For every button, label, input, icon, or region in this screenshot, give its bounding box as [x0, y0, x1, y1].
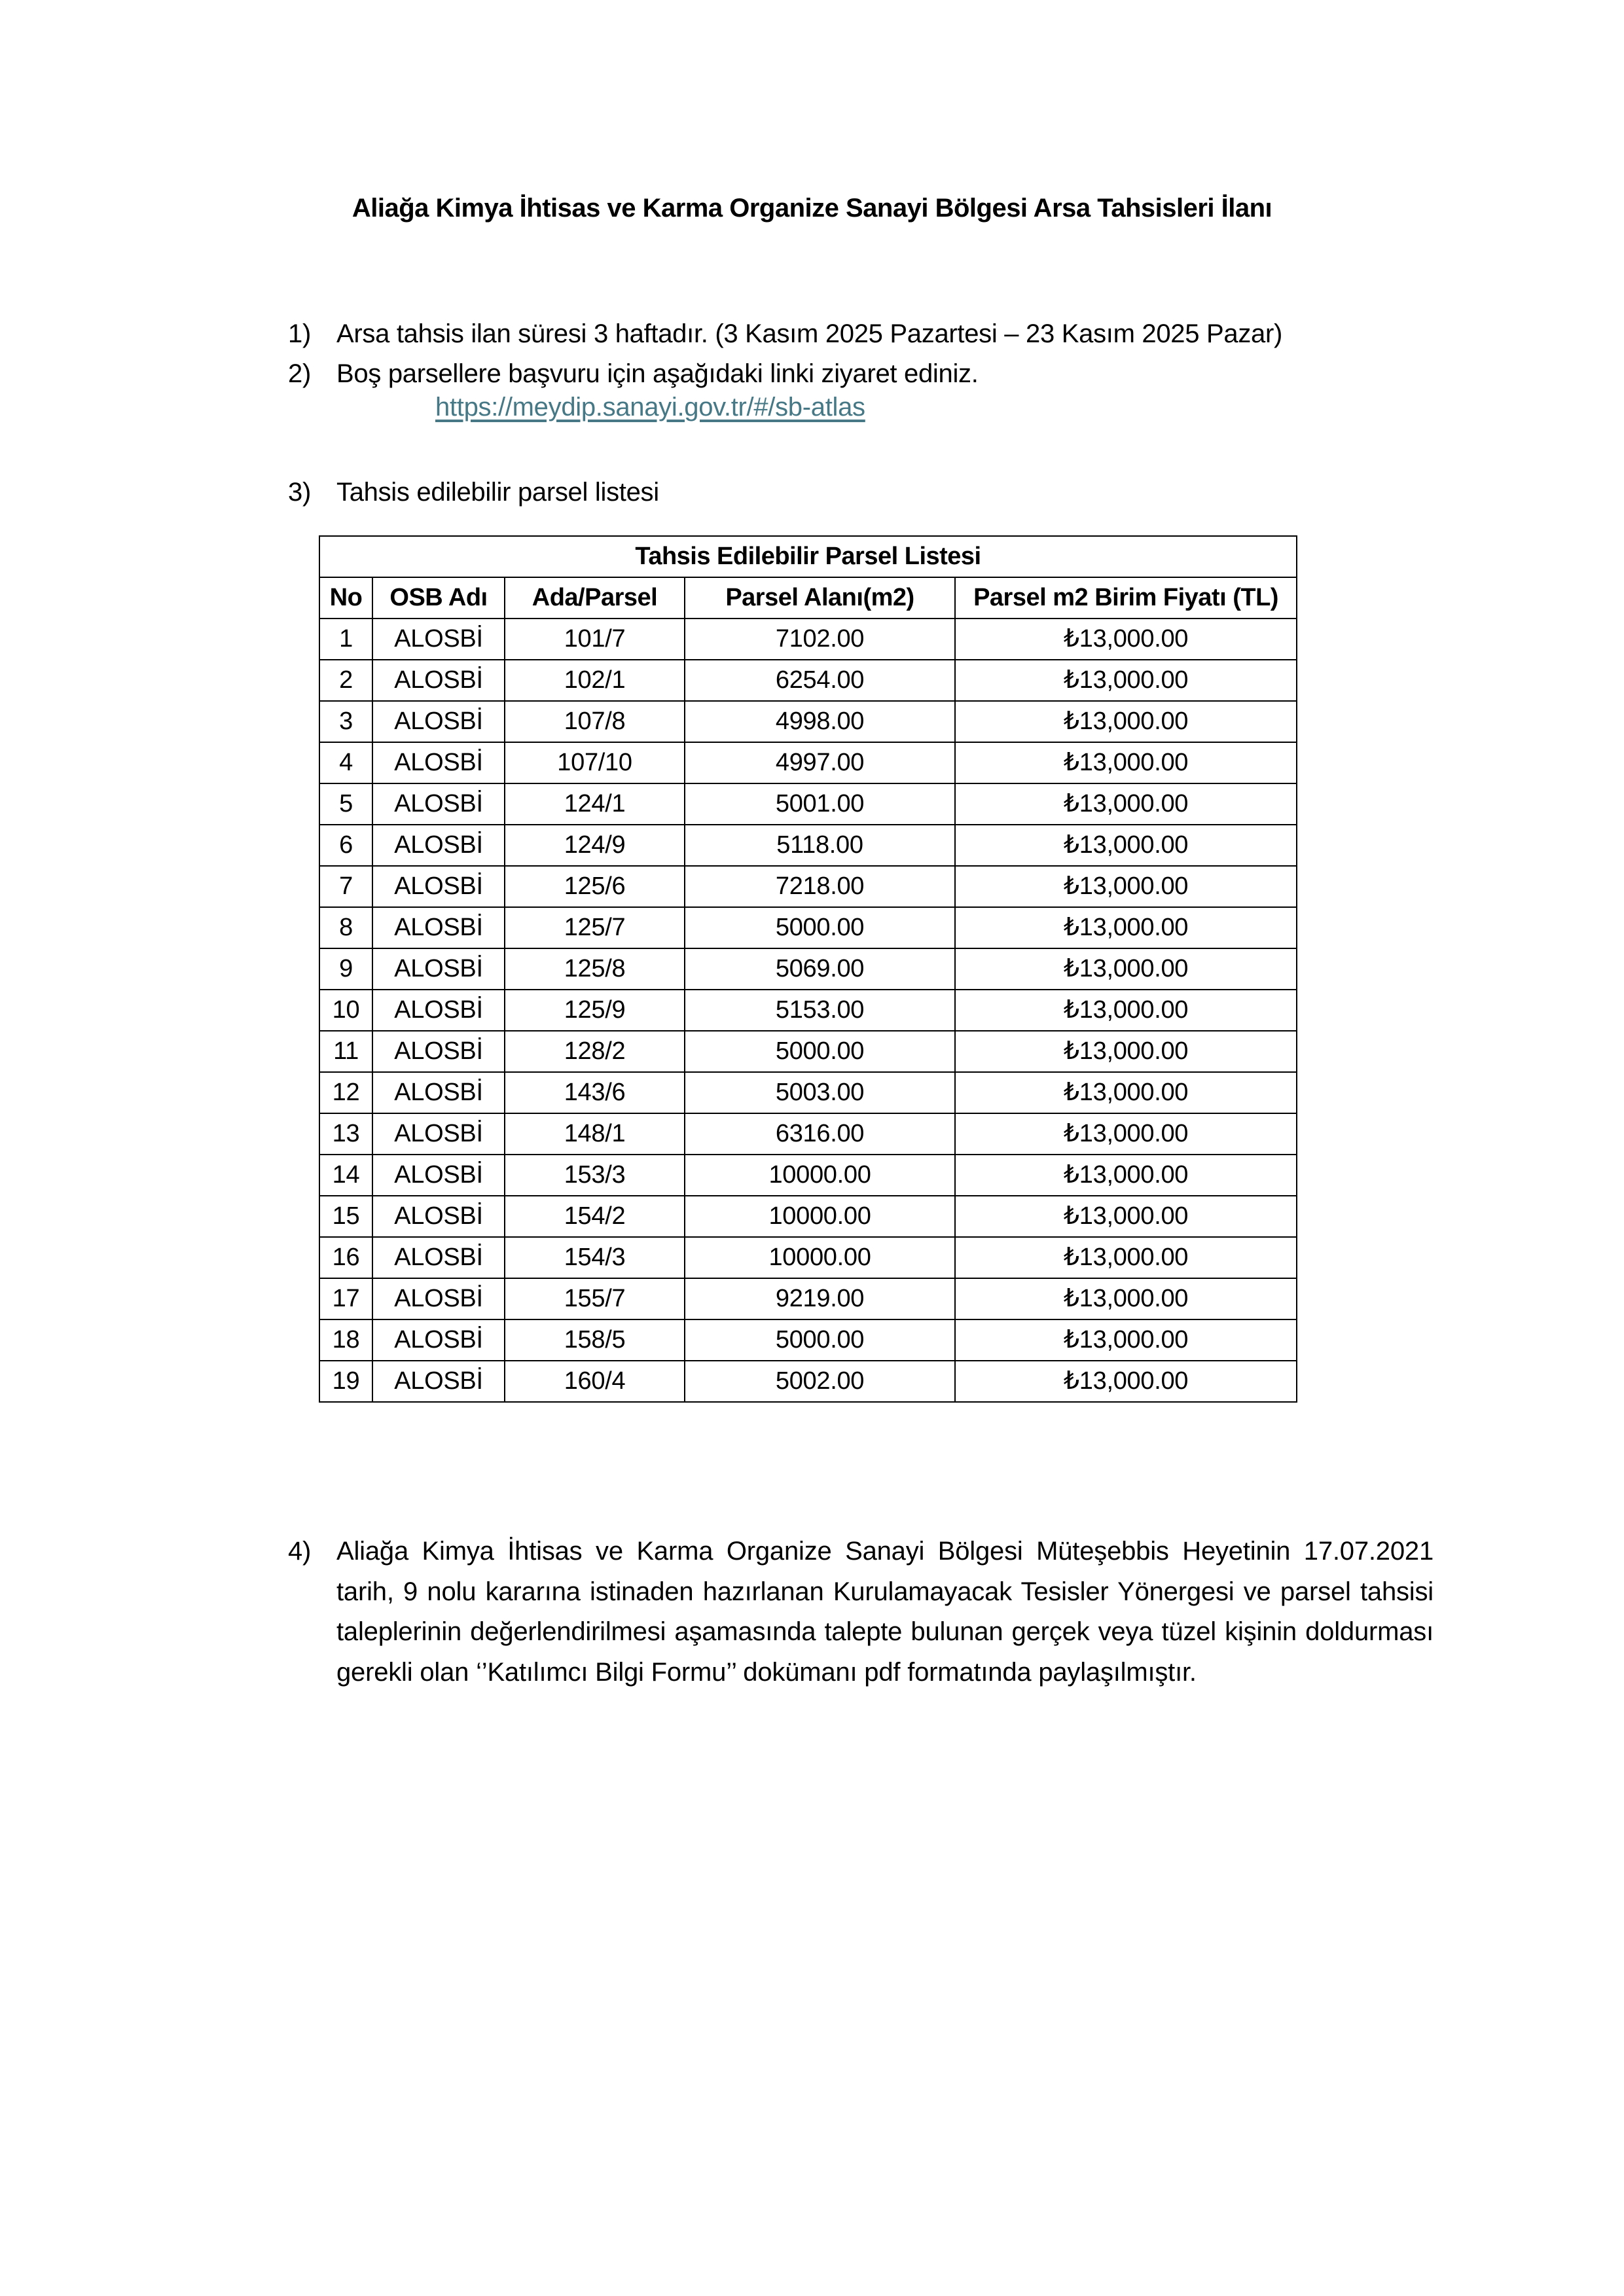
meydip-atlas-link[interactable]: https://meydip.sanayi.gov.tr/#/sb-atlas: [435, 393, 865, 422]
table-row: [319, 783, 1297, 825]
cell-no: 19: [319, 1361, 372, 1402]
cell-no: 12: [319, 1072, 372, 1113]
cell-no: 13: [319, 1113, 372, 1155]
cell-area: 9219.00: [685, 1278, 955, 1319]
cell-unit-price: ₺13,000.00: [955, 1319, 1297, 1361]
table-row: [319, 1155, 1297, 1196]
cell-no: 1: [319, 619, 372, 660]
cell-ada-parsel: 125/8: [505, 948, 685, 990]
list-number: 3): [288, 478, 311, 507]
table-row: [319, 701, 1297, 742]
cell-no: 14: [319, 1155, 372, 1196]
cell-no: 9: [319, 948, 372, 990]
list-item-3: [288, 473, 1401, 512]
list-item-2: [288, 354, 1401, 393]
cell-ada-parsel: 155/7: [505, 1278, 685, 1319]
cell-area: 10000.00: [685, 1196, 955, 1237]
cell-ada-parsel: 124/1: [505, 783, 685, 825]
cell-ada-parsel: 124/9: [505, 825, 685, 866]
table-row: [319, 619, 1297, 660]
column-header-unit-price: Parsel m2 Birim Fiyatı (TL): [955, 577, 1297, 619]
cell-ada-parsel: 128/2: [505, 1031, 685, 1072]
cell-ada-parsel: 107/8: [505, 701, 685, 742]
cell-no: 7: [319, 866, 372, 907]
cell-unit-price: ₺13,000.00: [955, 1072, 1297, 1113]
cell-area: 10000.00: [685, 1155, 955, 1196]
cell-no: 6: [319, 825, 372, 866]
table-row: [319, 825, 1297, 866]
column-header-area: Parsel Alanı(m2): [685, 577, 955, 619]
cell-no: 15: [319, 1196, 372, 1237]
cell-no: 5: [319, 783, 372, 825]
cell-unit-price: ₺13,000.00: [955, 866, 1297, 907]
cell-osb: ALOSBİ: [372, 1031, 505, 1072]
cell-area: 6254.00: [685, 660, 955, 701]
cell-area: 5000.00: [685, 1031, 955, 1072]
column-header-ada-parsel: Ada/Parsel: [505, 577, 685, 619]
cell-area: 4997.00: [685, 742, 955, 783]
list-item-4: [288, 1532, 1434, 1693]
cell-unit-price: ₺13,000.00: [955, 990, 1297, 1031]
cell-osb: ALOSBİ: [372, 1155, 505, 1196]
cell-area: 5118.00: [685, 825, 955, 866]
list-number: 1): [288, 319, 311, 348]
list-text: Tahsis edilebilir parsel listesi: [336, 478, 659, 507]
cell-no: 10: [319, 990, 372, 1031]
table-row: [319, 1237, 1297, 1278]
table-row: [319, 1072, 1297, 1113]
cell-osb: ALOSBİ: [372, 1237, 505, 1278]
list-text: Aliağa Kimya İhtisas ve Karma Organize Sanayi Bölgesi Müteşebbis Heyetinin 17.07.2021 tarih, 9 nolu kararına istinaden hazırlanan Kurulamayacak Tesisler Yönergesi ve parsel tahsisi taleplerinin değerlendirilmesi aşamasında talepte bulunan gerçek veya tüzel kişinin doldurması gerekli olan ‘’Katılımcı Bilgi Formu’’ dokümanı pdf formatında paylaşılmıştır.: [336, 1537, 1434, 1687]
cell-unit-price: ₺13,000.00: [955, 619, 1297, 660]
cell-ada-parsel: 125/9: [505, 990, 685, 1031]
cell-area: 5069.00: [685, 948, 955, 990]
page-title: Aliağa Kimya İhtisas ve Karma Organize Sanayi Bölgesi Arsa Tahsisleri İlanı: [352, 194, 1272, 223]
cell-no: 3: [319, 701, 372, 742]
cell-osb: ALOSBİ: [372, 660, 505, 701]
list-text: Boş parsellere başvuru için aşağıdaki linki ziyaret ediniz.: [336, 359, 979, 388]
cell-unit-price: ₺13,000.00: [955, 742, 1297, 783]
cell-area: 4998.00: [685, 701, 955, 742]
cell-ada-parsel: 153/3: [505, 1155, 685, 1196]
list-number: 2): [288, 359, 311, 388]
cell-unit-price: ₺13,000.00: [955, 1155, 1297, 1196]
cell-unit-price: ₺13,000.00: [955, 1196, 1297, 1237]
cell-ada-parsel: 143/6: [505, 1072, 685, 1113]
column-header-osb: OSB Adı: [372, 577, 505, 619]
cell-unit-price: ₺13,000.00: [955, 1361, 1297, 1402]
cell-no: 4: [319, 742, 372, 783]
cell-ada-parsel: 154/2: [505, 1196, 685, 1237]
cell-unit-price: ₺13,000.00: [955, 1113, 1297, 1155]
list-number: 4): [288, 1537, 312, 1566]
cell-area: 6316.00: [685, 1113, 955, 1155]
cell-area: 5153.00: [685, 990, 955, 1031]
cell-area: 5002.00: [685, 1361, 955, 1402]
cell-ada-parsel: 125/6: [505, 866, 685, 907]
table-row: [319, 742, 1297, 783]
table-title: Tahsis Edilebilir Parsel Listesi: [319, 536, 1297, 577]
cell-unit-price: ₺13,000.00: [955, 948, 1297, 990]
cell-osb: ALOSBİ: [372, 1361, 505, 1402]
cell-ada-parsel: 125/7: [505, 907, 685, 948]
cell-osb: ALOSBİ: [372, 1113, 505, 1155]
table-row: [319, 1319, 1297, 1361]
table-row: [319, 1278, 1297, 1319]
cell-unit-price: ₺13,000.00: [955, 907, 1297, 948]
table-row: [319, 1113, 1297, 1155]
cell-osb: ALOSBİ: [372, 1072, 505, 1113]
table-row: [319, 660, 1297, 701]
table-row: [319, 1361, 1297, 1402]
cell-osb: ALOSBİ: [372, 948, 505, 990]
cell-osb: ALOSBİ: [372, 619, 505, 660]
cell-no: 11: [319, 1031, 372, 1072]
cell-unit-price: ₺13,000.00: [955, 1278, 1297, 1319]
table-row: [319, 1031, 1297, 1072]
cell-osb: ALOSBİ: [372, 866, 505, 907]
cell-area: 7102.00: [685, 619, 955, 660]
cell-area: 10000.00: [685, 1237, 955, 1278]
cell-osb: ALOSBİ: [372, 783, 505, 825]
table-row: [319, 1196, 1297, 1237]
cell-unit-price: ₺13,000.00: [955, 660, 1297, 701]
cell-area: 7218.00: [685, 866, 955, 907]
cell-area: 5000.00: [685, 1319, 955, 1361]
cell-ada-parsel: 102/1: [505, 660, 685, 701]
cell-osb: ALOSBİ: [372, 990, 505, 1031]
cell-area: 5000.00: [685, 907, 955, 948]
list-item-1: [288, 314, 1401, 353]
cell-no: 17: [319, 1278, 372, 1319]
cell-ada-parsel: 158/5: [505, 1319, 685, 1361]
cell-ada-parsel: 154/3: [505, 1237, 685, 1278]
cell-ada-parsel: 107/10: [505, 742, 685, 783]
cell-no: 8: [319, 907, 372, 948]
cell-ada-parsel: 160/4: [505, 1361, 685, 1402]
cell-unit-price: ₺13,000.00: [955, 783, 1297, 825]
cell-unit-price: ₺13,000.00: [955, 1031, 1297, 1072]
cell-osb: ALOSBİ: [372, 1196, 505, 1237]
table-row: [319, 907, 1297, 948]
table-row: [319, 948, 1297, 990]
cell-no: 2: [319, 660, 372, 701]
column-header-no: No: [319, 577, 372, 619]
cell-ada-parsel: 101/7: [505, 619, 685, 660]
table-header-row: [319, 577, 1297, 619]
table-row: [319, 990, 1297, 1031]
cell-ada-parsel: 148/1: [505, 1113, 685, 1155]
cell-no: 16: [319, 1237, 372, 1278]
cell-osb: ALOSBİ: [372, 907, 505, 948]
cell-osb: ALOSBİ: [372, 742, 505, 783]
cell-area: 5003.00: [685, 1072, 955, 1113]
cell-osb: ALOSBİ: [372, 825, 505, 866]
table-title-row: [319, 536, 1297, 577]
cell-osb: ALOSBİ: [372, 1319, 505, 1361]
cell-area: 5001.00: [685, 783, 955, 825]
cell-osb: ALOSBİ: [372, 701, 505, 742]
cell-osb: ALOSBİ: [372, 1278, 505, 1319]
cell-unit-price: ₺13,000.00: [955, 1237, 1297, 1278]
parcel-table: [319, 535, 1297, 1403]
cell-unit-price: ₺13,000.00: [955, 825, 1297, 866]
table-row: [319, 866, 1297, 907]
list-text: Arsa tahsis ilan süresi 3 haftadır. (3 Kasım 2025 Pazartesi – 23 Kasım 2025 Pazar): [336, 319, 1283, 348]
cell-unit-price: ₺13,000.00: [955, 701, 1297, 742]
cell-no: 18: [319, 1319, 372, 1361]
